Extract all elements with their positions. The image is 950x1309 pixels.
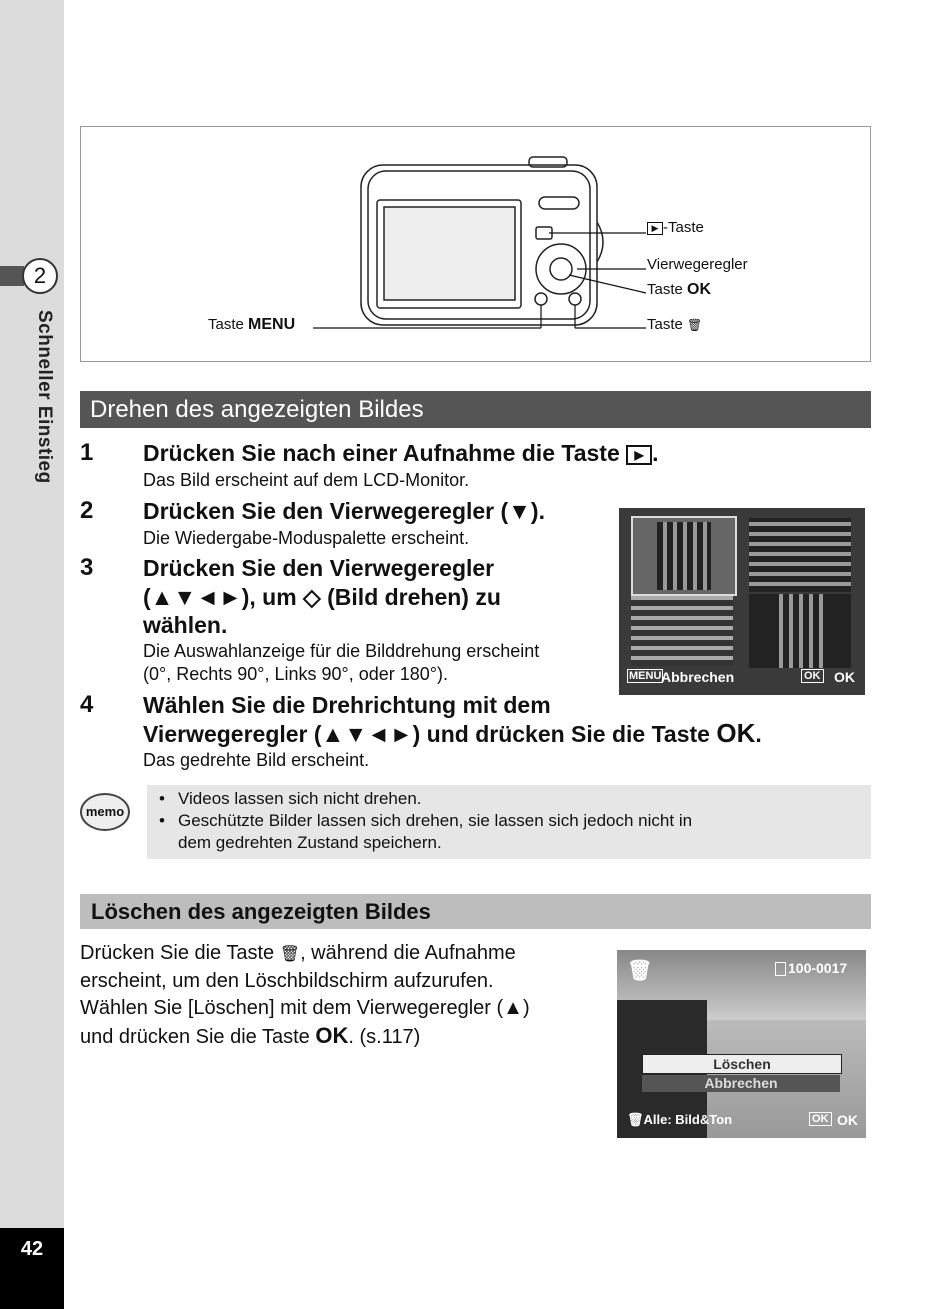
file-number: 100-0017 [775,960,847,976]
rotate-icon: ◇ [303,584,321,610]
four-way-controller-label: Vierwegeregler [647,256,748,273]
section-title-rotate: Drehen des angezeigten Bildes [80,391,871,428]
step-number: 2 [80,497,94,524]
step-text: (0°, Rechts 90°, Links 90°, oder 180°). [143,664,448,684]
chapter-title: Schneller Einstieg [34,310,55,484]
thumbnail-90-left [631,596,733,666]
step-heading: Vierwegeregler (▲▼◄►) und drücken Sie die Taste OK. [143,718,762,748]
delete-button-label: Taste 🗑 [647,316,703,333]
delete-all-label: 🗑Alle: Bild&Ton [627,1112,733,1127]
play-icon: ▶ [647,222,663,235]
thumbnail-0 [631,516,737,596]
step-heading: Drücken Sie den Vierwegeregler (▼). [143,498,545,524]
thumbnail-90-right [749,518,851,592]
step-text: Die Wiedergabe-Moduspalette erscheint. [143,528,470,548]
camera-diagram [80,126,871,362]
step-heading: Drücken Sie nach einer Aufnahme die Taste ▶ . [143,440,659,466]
step-number: 4 [80,691,94,718]
step-heading: Wählen Sie die Drehrichtung mit dem [143,692,551,718]
delete-screen [617,950,866,1138]
page-number: 42 [20,1238,44,1260]
delete-instructions: Drücken Sie die Taste 🗑, während die Aufnahme erscheint, um den Löschbildschirm aufzurufen. Wählen Sie [Löschen] mit dem Vierwegeregler (▲) und drücken Sie die Taste OK. (s.117) [80,942,530,1048]
menu-button-label: Taste MENU [208,316,296,333]
delete-option[interactable]: Löschen [642,1054,842,1074]
ok-label: OK [837,1112,858,1128]
step-text: Das Bild erscheint auf dem LCD-Monitor. [143,470,470,490]
file-icon [775,962,786,976]
menu-key-icon: MENU [629,670,662,682]
thumbnail-180 [749,594,851,668]
cancel-option[interactable]: Abbrechen [642,1075,840,1092]
step-heading: wählen. [143,612,228,638]
play-icon: ▶ [626,445,652,465]
ok-key-icon: OK [801,669,824,683]
trash-icon: 🗑 [627,1112,644,1127]
memo-icon: memo [80,793,130,831]
ok-key-icon: OK [809,1112,832,1126]
step-heading: (▲▼◄►), um ◇ (Bild drehen) zu [143,584,501,610]
step-number: 1 [80,439,94,466]
section-title-delete: Löschen des angezeigten Bildes [80,894,871,929]
step-heading: Drücken Sie den Vierwegeregler [143,555,495,581]
step-number: 3 [80,554,94,581]
ok-button-label: Taste OK [647,281,712,298]
play-button-label: ▶ -Taste [647,219,704,236]
chapter-number: 2 [22,258,58,294]
chapter-tab [0,266,24,286]
step-text: Das gedrehte Bild erscheint. [143,750,370,770]
ok-label: OK [834,669,855,685]
delete-icon: 🗑 [627,960,653,982]
trash-icon: 🗑 [687,318,703,332]
camera-back-illustration [81,127,870,361]
sidebar [0,0,64,1309]
rotation-selection-screen [619,508,865,695]
cancel-label: Abbrechen [661,669,735,685]
trash-icon: 🗑 [279,946,301,963]
step-text: Die Auswahlanzeige für die Bilddrehung erscheint [143,641,540,661]
